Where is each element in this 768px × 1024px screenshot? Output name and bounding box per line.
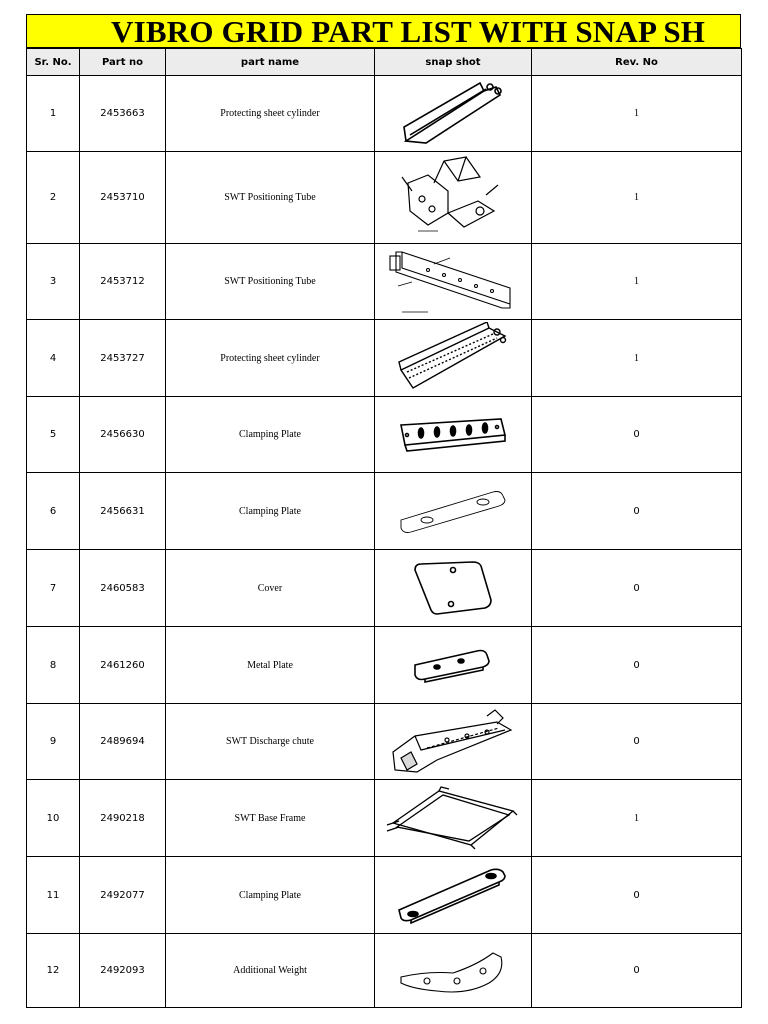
sr-no-cell: 7: [27, 550, 80, 627]
rev-no-cell: 0: [532, 627, 742, 704]
title-bar: [26, 14, 741, 48]
part-no-cell: 2492077: [80, 857, 166, 934]
snap-shot-cell: [375, 76, 532, 152]
part-name-cell: Cover: [166, 550, 375, 627]
rev-no-cell: 0: [532, 704, 742, 780]
part-no-cell: 2456630: [80, 397, 166, 473]
part-no-cell: 2453727: [80, 320, 166, 397]
snap-shot-cell: [375, 244, 532, 320]
sr-no-cell: 11: [27, 857, 80, 934]
rev-no-cell: 1: [532, 244, 742, 320]
table-row: [27, 320, 742, 397]
part-no-cell: 2492093: [80, 934, 166, 1008]
rev-no-cell: 0: [532, 550, 742, 627]
part-no-cell: 2460583: [80, 550, 166, 627]
rev-no-cell: 1: [532, 76, 742, 152]
sr-no-cell: 12: [27, 934, 80, 1008]
snap-shot-cell: [375, 152, 532, 244]
header-row: [27, 49, 742, 76]
col-header-sr-no: Sr. No.: [27, 49, 80, 76]
part-name-cell: Clamping Plate: [166, 857, 375, 934]
sr-no-cell: 5: [27, 397, 80, 473]
part-no-cell: 2461260: [80, 627, 166, 704]
part-no-cell: 2489694: [80, 704, 166, 780]
cover-plate-drawing: [411, 560, 495, 616]
sr-no-cell: 1: [27, 76, 80, 152]
positioning-tube-long-drawing: [388, 246, 518, 318]
part-name-cell: Protecting sheet cylinder: [166, 320, 375, 397]
col-header-part-no: Part no: [80, 49, 166, 76]
sr-no-cell: 8: [27, 627, 80, 704]
part-name-cell: SWT Positioning Tube: [166, 152, 375, 244]
table-row: [27, 244, 742, 320]
snap-shot-cell: [375, 780, 532, 857]
part-no-cell: 2453710: [80, 152, 166, 244]
sr-no-cell: 4: [27, 320, 80, 397]
page-title: VIBRO GRID PART LIST WITH SNAP SH: [111, 14, 706, 48]
part-name-cell: Clamping Plate: [166, 397, 375, 473]
table-row: [27, 627, 742, 704]
part-no-cell: 2490218: [80, 780, 166, 857]
snap-shot-cell: [375, 550, 532, 627]
sr-no-cell: 9: [27, 704, 80, 780]
additional-weight-drawing: [397, 947, 509, 995]
table-row: [27, 550, 742, 627]
table-row: [27, 152, 742, 244]
protecting-sheet-perforated-drawing: [393, 322, 513, 394]
part-name-cell: SWT Discharge chute: [166, 704, 375, 780]
base-frame-drawing: [385, 785, 521, 851]
table-row: [27, 857, 742, 934]
snap-shot-cell: [375, 320, 532, 397]
rev-no-cell: 0: [532, 934, 742, 1008]
table-row: [27, 473, 742, 550]
rev-no-cell: 1: [532, 780, 742, 857]
part-name-cell: Metal Plate: [166, 627, 375, 704]
col-header-part-name: part name: [166, 49, 375, 76]
snap-shot-cell: [375, 627, 532, 704]
part-list-table: [26, 48, 742, 1008]
table-row: [27, 704, 742, 780]
rev-no-cell: 0: [532, 473, 742, 550]
col-header-rev-no: Rev. No: [532, 49, 742, 76]
sr-no-cell: 2: [27, 152, 80, 244]
discharge-chute-drawing: [387, 708, 519, 776]
snap-shot-cell: [375, 397, 532, 473]
snap-shot-cell: [375, 704, 532, 780]
part-no-cell: 2453712: [80, 244, 166, 320]
metal-plate-drawing: [411, 647, 495, 683]
rev-no-cell: 0: [532, 857, 742, 934]
part-name-cell: Protecting sheet cylinder: [166, 76, 375, 152]
rev-no-cell: 0: [532, 397, 742, 473]
table-row: [27, 934, 742, 1008]
rev-no-cell: 1: [532, 152, 742, 244]
col-header-snap-shot: snap shot: [375, 49, 532, 76]
part-name-cell: Additional Weight: [166, 934, 375, 1008]
sr-no-cell: 3: [27, 244, 80, 320]
part-name-cell: SWT Positioning Tube: [166, 244, 375, 320]
sr-no-cell: 10: [27, 780, 80, 857]
sr-no-cell: 6: [27, 473, 80, 550]
part-name-cell: Clamping Plate: [166, 473, 375, 550]
snap-shot-cell: [375, 473, 532, 550]
snap-shot-cell: [375, 934, 532, 1008]
part-name-cell: SWT Base Frame: [166, 780, 375, 857]
rev-no-cell: 1: [532, 320, 742, 397]
part-list-sheet: [26, 14, 741, 1008]
part-no-cell: 2453663: [80, 76, 166, 152]
table-row: [27, 76, 742, 152]
protecting-sheet-drawing: [398, 79, 508, 149]
part-no-cell: 2456631: [80, 473, 166, 550]
snap-shot-cell: [375, 857, 532, 934]
table-row: [27, 397, 742, 473]
positioning-tube-bracket-drawing: [398, 155, 508, 241]
clamping-plate-long-drawing: [395, 866, 511, 924]
clamping-plate-two-holes-drawing: [397, 486, 509, 536]
clamping-plate-slots-drawing: [397, 415, 509, 455]
table-row: [27, 780, 742, 857]
